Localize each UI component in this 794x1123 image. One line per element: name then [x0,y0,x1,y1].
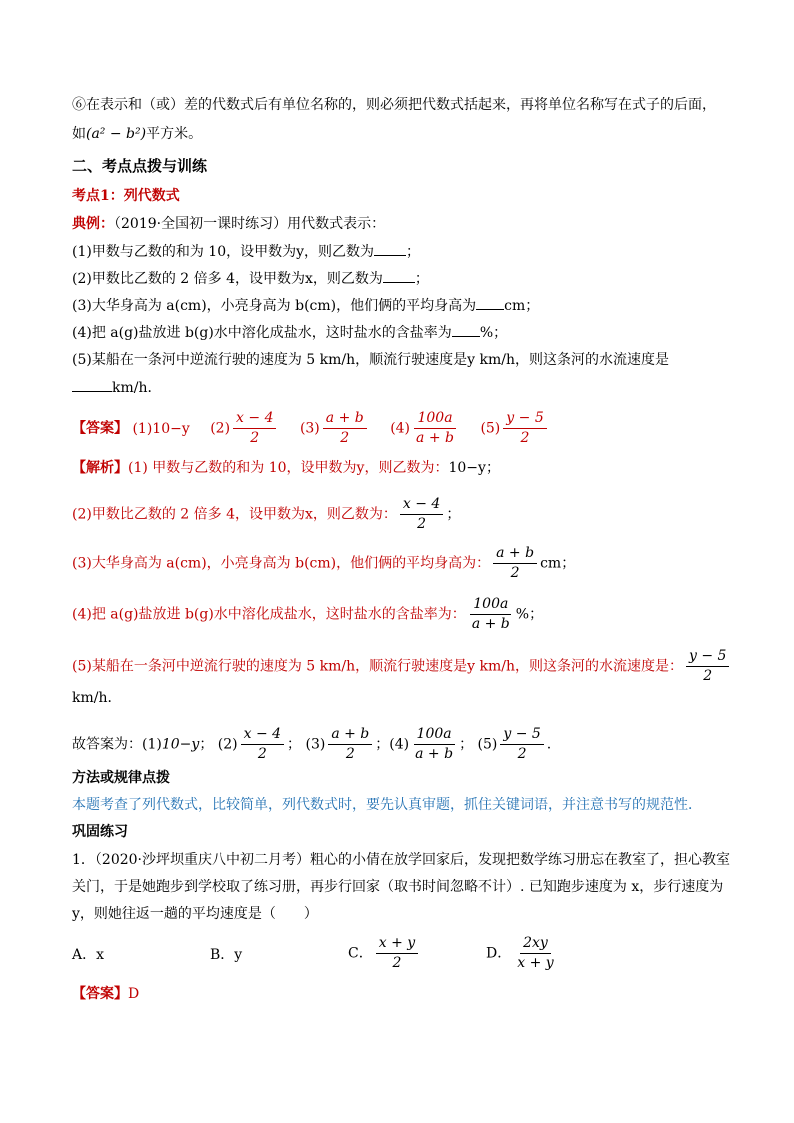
practice-answer [72,984,139,1004]
q5-blank [72,377,112,392]
q2-text: (2)甲数比乙数的 2 倍多 4，设甲数为x，则乙数为 [72,271,383,287]
example-q5: (5)某船在一条河中逆流行驶的速度为 5 km/h，顺流行驶速度是y km/h，则这条河的水流速度是 [72,352,669,368]
analysis-l4-text: (4)把 a(g)盐放进 b(g)水中溶化成盐水，这时盐水的含盐率为： [72,606,466,623]
practice-q-line-1: 1．（2020·沙坪坝重庆八中初二月考）粗心的小倩在放学回家后，发现把数学练习册忘在教室了，担心教室 [72,852,730,868]
conclusion-sep1: ； (2) [199,736,238,753]
analysis-l4-num: 100a [470,596,511,615]
answer-2-prefix: (2) [210,420,231,437]
answer-5-fraction [503,410,546,447]
analysis-l1-expr: 10−y [448,460,486,476]
analysis-l5-text: (5)某船在一条河中逆流行驶的速度为 5 km/h，顺流行驶速度是y km/h，则这条河的水流速度是： [72,658,683,675]
option-b: B．y [210,947,243,963]
option-d-num: 2xy [520,935,551,954]
analysis-l3-text: (3)大华身高为 a(cm)，小亮身高为 b(cm)，他们俩的平均身高为： [72,555,491,572]
example-header [72,214,385,234]
analysis-l3-end: cm； [540,555,576,572]
method-text: 本题考查了列代数式，比较简单，列代数式时，要先认真审题，抓住关键词语，并注意书写的规范性． [72,797,702,813]
conclusion-f2-den: 2 [257,746,267,762]
conclusion-f4-num: 100a [414,726,455,745]
example-source: （2019·全国初一课时练习）用代数式表示： [114,216,386,232]
q3-blank [476,295,504,310]
answer-row [72,410,566,447]
conclusion-f2-num: x − 4 [241,726,284,745]
practice-q-line-2: 关门，于是她跑步到学校取了练习册，再步行回家（取书时间忽略不计）. 已知跑步速度为 x，步行速度为 [72,879,724,895]
analysis-l3-num: a + b [493,545,537,564]
answer-2-den: 2 [250,430,260,446]
method-heading: 方法或规律点拨 [72,770,170,786]
conclusion-sep4: ； (5) [459,736,498,753]
analysis-l2-den: 2 [417,516,427,532]
analysis-line-5-unit: km/h． [72,690,122,706]
analysis-l1-end: ； [485,460,500,476]
analysis-l1-text: (1) 甲数与乙数的和为 10，设甲数为y，则乙数为： [128,460,449,476]
conclusion-f4-den: a + b [415,746,454,762]
answer-2 [210,410,279,447]
conclusion-f5-num: y − 5 [500,726,543,745]
conclusion-f5-den: 2 [517,746,527,762]
answer-3-prefix: (3) [299,420,320,437]
analysis-l3-fraction [493,545,537,582]
analysis-l4-end: %； [515,606,544,623]
intro-line-1: ⑥在表示和（或）差的代数式后有单位名称的，则必须把代数式括起来，再将单位名称写在式子的后面， [72,97,716,113]
conclusion-sep3: ；(4) [375,736,410,753]
practice-heading: 巩固练习 [72,824,128,840]
example-q4 [72,322,507,343]
analysis-l3-den: 2 [510,565,520,581]
answer-3-den: 2 [340,430,350,446]
answer-1: (1)10−y [132,420,190,437]
answer-4-prefix: (4) [390,420,411,437]
practice-answer-label: 【答案】 [72,986,128,1002]
analysis-l2-end: ； [446,506,461,523]
conclusion-e1: 10−y [161,736,200,753]
conclusion-f3-num: a + b [328,726,372,745]
analysis-line-1 [72,458,500,478]
analysis-l5-num: y − 5 [686,648,729,667]
answer-5-den: 2 [520,430,530,446]
answer-4-num: 100a [414,410,455,429]
answer-2-fraction [233,410,276,447]
answer-3-num: a + b [323,410,367,429]
option-d-label: D． [486,945,512,962]
intro-prefix: 如 [72,126,86,142]
q1-end: ； [406,244,421,260]
conclusion-f5 [500,726,543,763]
practice-q-line-3: y，则她往返一趟的平均速度是（ ） [72,906,318,922]
conclusion-f3-den: 2 [345,746,355,762]
answer-5 [480,410,549,447]
section-heading: 二、考点点拨与训练 [72,157,208,175]
analysis-line-4 [72,596,543,633]
option-c-fraction [376,935,418,972]
conclusion-prefix: 故答案为：(1) [72,736,162,753]
q3-text: (3)大华身高为 a(cm)，小亮身高为 b(cm)，他们俩的平均身高为 [72,298,477,314]
answer-label: 【答案】 [72,420,128,437]
q4-text: (4)把 a(g)盐放进 b(g)水中溶化成盐水，这时盐水的含盐率为 [72,325,452,341]
intro-suffix: 平方米。 [146,126,203,142]
analysis-l5-fraction [686,648,729,685]
analysis-line-2 [72,496,460,533]
conclusion-f2 [241,726,284,763]
option-a: A．x [72,947,105,963]
answer-5-prefix: (5) [480,420,501,437]
q1-blank [374,241,406,256]
kaodian-title: 考点1：列代数式 [72,188,180,204]
analysis-l2-fraction [400,496,443,533]
analysis-line-3 [72,545,575,582]
intro-expression: (a² − b²) [86,126,147,142]
q1-text: (1)甲数与乙数的和为 10，设甲数为y，则乙数为 [72,244,375,260]
answer-3 [300,410,370,447]
q5-end: km/h． [112,380,162,396]
example-label: 典例： [72,216,114,232]
answer-4-fraction [413,410,457,447]
q3-end: cm； [504,298,540,314]
analysis-l2-num: x − 4 [400,496,443,515]
example-q5-cont [72,377,162,398]
option-c-den: 2 [392,955,402,971]
q4-blank [452,322,480,337]
option-d-fraction [514,935,556,972]
answer-4-den: a + b [416,430,454,446]
example-q2 [72,268,429,289]
option-c-label: C． [348,945,373,962]
answer-3-fraction [323,410,367,447]
q4-end: %； [479,325,508,341]
q2-blank [383,268,415,283]
example-q3 [72,295,539,316]
conclusion-f4 [412,726,456,763]
answer-4 [390,410,460,447]
analysis-l4-den: a + b [471,616,510,632]
analysis-l4-fraction [469,596,513,633]
answer-2-num: x − 4 [233,410,276,429]
example-q1 [72,241,420,262]
conclusion-end: . [546,736,552,753]
answer-5-num: y − 5 [503,410,546,429]
q2-end: ； [414,271,429,287]
practice-answer-value: D [128,986,140,1002]
intro-line-2 [72,124,202,144]
conclusion-f3 [328,726,372,763]
analysis-l5-den: 2 [703,668,713,684]
option-d [486,935,560,972]
conclusion-sep2: ； (3) [287,736,326,753]
option-d-den: x + y [517,955,554,971]
analysis-line-5 [72,648,732,685]
option-c-num: x + y [376,935,418,954]
conclusion-row [72,726,551,763]
analysis-label: 【解析】 [72,460,128,476]
analysis-l2-text: (2)甲数比乙数的 2 倍多 4，设甲数为x，则乙数为： [72,506,397,523]
option-c [348,935,421,972]
